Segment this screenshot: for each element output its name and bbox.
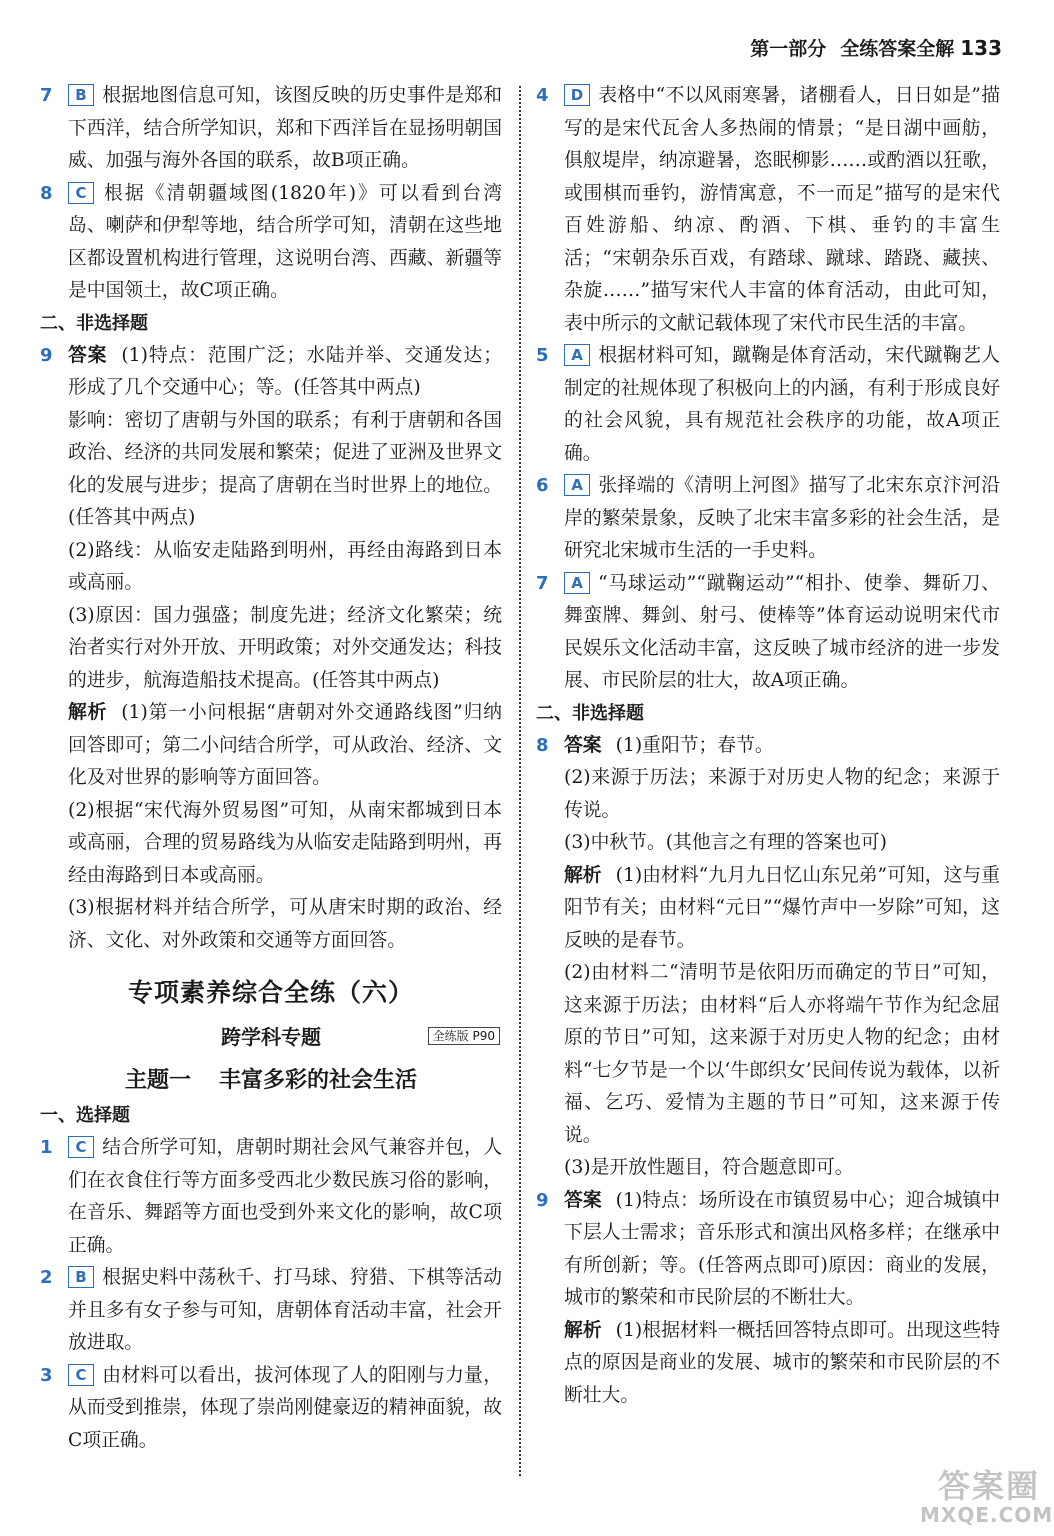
answer-item-2: [40, 1262, 502, 1360]
answer-item-9: [40, 340, 502, 405]
analysis-tag: 解析: [564, 864, 602, 886]
explanation-text: “马球运动”“蹴鞠运动”“相扑、使拳、舞斫刀、舞蛮牌、舞剑、射弓、使棒等”体育运动说明宋代市民娱乐文化活动丰富，这反映了城市经济的进一步发展、市民阶层的壮大，故A项正确。: [564, 572, 1000, 691]
answer-item-7: [536, 568, 1000, 698]
explanation-text: (1)由材料“九月九日忆山东兄弟”可知，这与重阳节有关；由材料“元日”“爆竹声中一岁除”可知，这反映的是春节。: [564, 864, 1001, 951]
watermark-url: MXQE.COM: [920, 1503, 1054, 1527]
explanation-text: 根据材料可知，蹴鞠是体育活动，宋代蹴鞠艺人制定的社规体现了积极向上的内涵，有利于形成良好的社会风貌，具有规范社会秩序的功能，故A项正确。: [564, 345, 1000, 464]
answer-item-7: [40, 80, 502, 178]
answer-badge: C: [68, 1364, 94, 1386]
answer-part-2: (2)路线：从临安走陆路到明州，再经由海路到日本或高丽。: [68, 539, 502, 593]
answer-badge: A: [564, 572, 590, 594]
answer-part-1: (1)特点：场所设在市镇贸易中心；迎合城镇中下层人士需求；音乐形式和演出风格多样；在继承中有所创新；等。(任答两点即可)原因：商业的发展，城市的繁荣和市民阶层的不断壮大。: [564, 1189, 1000, 1308]
question-number: 7: [536, 572, 549, 594]
left-column: [40, 80, 502, 1457]
explanation-text: 根据《清朝疆域图(1820年)》可以看到台湾岛、喇萨和伊犁等地，结合所学可知，清朝在这些地区都设置机构进行管理，这说明台湾、西藏、新疆等是中国领土，故C项正确。: [68, 182, 502, 301]
answer-badge: A: [564, 344, 590, 366]
section-title: 专项素养综合全练（六）: [127, 978, 414, 1007]
explanation-part-3: (3)根据材料并结合所学，可从唐宋时期的政治、经济、文化、对外政策和交通等方面回答。: [68, 897, 502, 951]
theme-name: 丰富多彩的社会生活: [219, 1068, 418, 1093]
explanation-text: (1)第一小问根据“唐朝对外交通路线图”归纳回答即可；第二小问结合所学，可从政治、经济、文化及对世界的影响等方面回答。: [68, 702, 502, 788]
answer-tag: 答案: [68, 344, 108, 366]
explanation-part-2: (2)根据“宋代海外贸易图”可知，从南宋都城到日本或高丽，合理的贸易路线为从临安走陆路到明州，再经由海路到日本或高丽。: [68, 799, 502, 886]
analysis-tag: 解析: [68, 702, 108, 723]
theme-label: 主题一: [124, 1068, 191, 1093]
explanation-part-1: [40, 697, 502, 795]
question-number: 5: [536, 345, 549, 366]
question-number: 9: [536, 1189, 549, 1211]
explanation-part-1: [536, 860, 1000, 958]
answer-item-1: [40, 1132, 502, 1262]
watermark-logo: [920, 1467, 1054, 1530]
explanation-text: 根据史料中荡秋千、打马球、狩猎、下棋等活动并且多有女子参与可知，唐朝体育活动丰富，社会开放进取。: [68, 1267, 502, 1353]
explanation-part-2: (2)由材料二“清明节是依阳历而确定的节日”可知，这来源于历法；由材料“后人亦将端午节作为纪念屈原的节日”可知，这来源于对历史人物的纪念；由材料“七夕节是一个以‘牛郎织女’民间传说为载体，以祈福、乞巧、爱情为主题的节日”可知，这来源于传说。: [564, 962, 1000, 1146]
explanation-text: 表格中“不以风雨寒暑，诸棚看人，日日如是”描写的是宋代瓦舍人多热闹的情景；“是日湖中画舫，俱舣堤岸，纳凉避暑，恣眠柳影……或酌酒以狂歌，或围棋而垂钓，游情寓意，不一而足”描写的是宋代百姓游船、纳凉、酌酒、下棋、垂钓的丰富生活；“宋朝杂乐百戏，有踏球、蹴球、踏跷、藏挟、杂旋……”描写宋代人丰富的体育活动，由此可知，表中所示的文献记载体现了宋代市民生活的丰富。: [564, 85, 1000, 334]
page-number: 133: [960, 36, 1002, 60]
answer-item-4: [536, 80, 1000, 340]
answer-item-6: [536, 470, 1000, 568]
answer-badge: A: [564, 474, 590, 496]
answer-item-3: [40, 1360, 502, 1458]
explanation-text: (1)根据材料一概括回答特点即可。出现这些特点的原因是商业的发展、城市的繁荣和市民阶层的不断壮大。: [564, 1319, 1000, 1406]
subsection-title-text: 跨学科专题: [221, 1025, 321, 1049]
answer-part-3: (3)中秋节。(其他言之有理的答案也可): [564, 832, 887, 853]
answer-part-1: (1)特点：范围广泛；水陆并举、交通发达；形成了几个交通中心；等。(任答其中两点): [68, 344, 502, 398]
answer-impact: 影响：密切了唐朝与外国的联系；有利于唐朝和各国政治、经济的共同发展和繁荣；促进了亚洲及世界文化的发展与进步；提高了唐朝在当时世界上的地位。(任答其中两点): [68, 409, 502, 528]
question-number: 7: [40, 85, 53, 106]
answer-badge: C: [68, 182, 94, 204]
explanation-part-3: (3)是开放性题目，符合题意即可。: [564, 1157, 854, 1178]
question-number: 6: [536, 475, 549, 496]
section-heading-nonchoice: 二、非选择题: [536, 702, 644, 724]
answer-badge: D: [564, 84, 590, 106]
answer-part-2: (2)来源于历法；来源于对历史人物的纪念；来源于传说。: [564, 767, 1000, 821]
explanation-text: 张择端的《清明上河图》描写了北宋东京汴河沿岸的繁荣景象，反映了北宋丰富多彩的社会生活，是研究北宋城市生活的一手史料。: [564, 475, 1000, 561]
column-divider: [519, 86, 521, 1476]
answer-item-8: [40, 178, 502, 308]
explanation-text: 由材料可以看出，拔河体现了人的阳刚与力量，从而受到推崇，体现了崇尚刚健豪迈的精神面貌，故C项正确。: [68, 1364, 502, 1451]
question-number: 3: [40, 1364, 53, 1386]
analysis-tag: 解析: [564, 1319, 602, 1341]
question-number: 2: [40, 1267, 53, 1288]
watermark-text: 答案圈: [937, 1467, 1040, 1505]
section-heading-choice: 一、选择题: [40, 1105, 130, 1126]
question-number: 4: [536, 85, 549, 106]
answer-item-8: [536, 730, 1000, 763]
question-number: 8: [536, 734, 549, 756]
header-title: 全练答案全解: [840, 38, 955, 60]
theme-title: [40, 1063, 502, 1094]
explanation-text: 根据地图信息可知，该图反映的历史事件是郑和下西洋，结合所学知识，郑和下西洋旨在显扬明朝国威、加强与海外各国的联系，故B项正确。: [68, 85, 502, 171]
question-number: 1: [40, 1137, 53, 1158]
answer-tag: 答案: [564, 1189, 602, 1211]
explanation-text: 结合所学可知，唐朝时期社会风气兼容并包，人们在衣食住行等方面多受西北少数民族习俗的影响，在音乐、舞蹈等方面也受到外来文化的影响，故C项正确。: [68, 1137, 502, 1256]
page-header: [750, 34, 1002, 61]
right-column: [536, 80, 1000, 1412]
question-number: 9: [40, 344, 53, 366]
explanation-part-1: [536, 1315, 1000, 1413]
answer-badge: B: [68, 1266, 94, 1288]
answer-tag: 答案: [564, 734, 602, 756]
question-number: 8: [40, 182, 53, 204]
answer-badge: B: [68, 84, 94, 106]
answer-part-1: (1)重阳节；春节。: [615, 734, 774, 756]
page-reference: 全练版 P90: [428, 1027, 500, 1045]
section-heading-nonchoice: 二、非选择题: [40, 312, 148, 334]
subsection-title: [40, 1019, 502, 1055]
answer-item-5: [536, 340, 1000, 470]
answer-item-9: [536, 1185, 1000, 1315]
answer-badge: C: [68, 1136, 94, 1158]
answer-part-3: (3)原因：国力强盛；制度先进；经济文化繁荣；统治者实行对外开放、开明政策；对外交通发达；科技的进步，航海造船技术提高。(任答其中两点): [68, 604, 502, 691]
header-part: 第一部分: [750, 38, 827, 60]
